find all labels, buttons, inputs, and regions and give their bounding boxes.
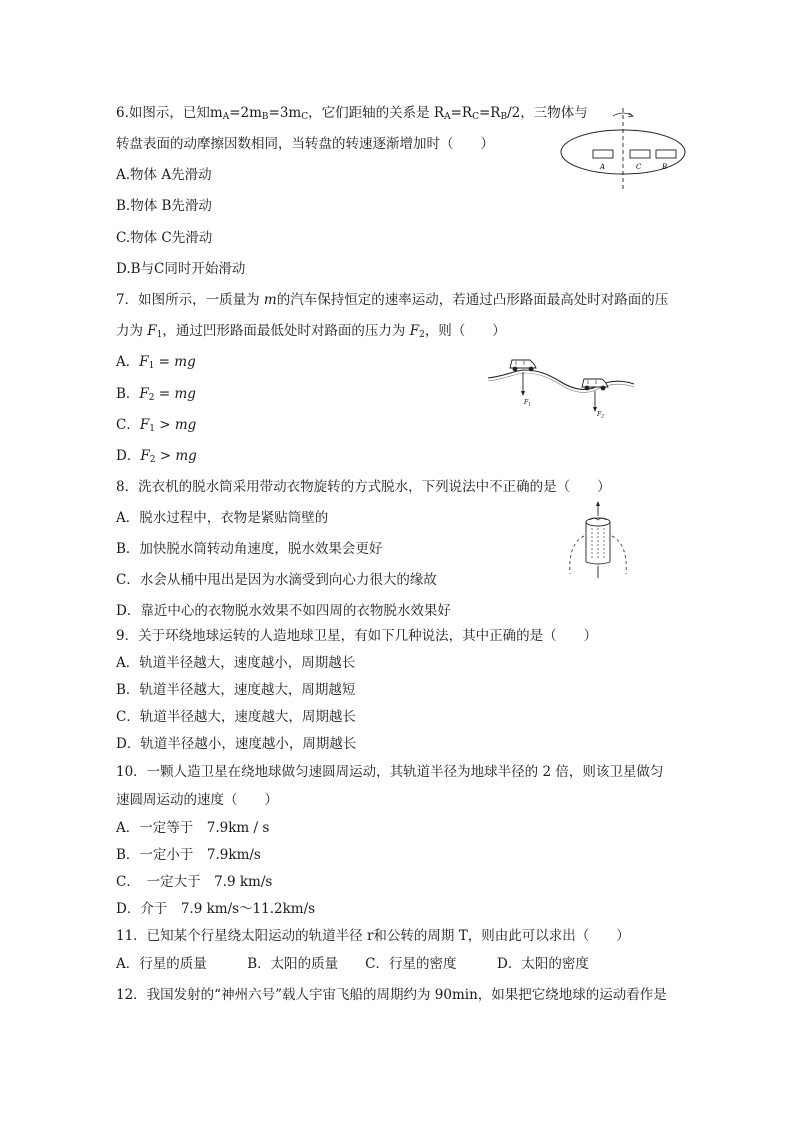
turntable-figure	[555, 104, 695, 194]
car-2-icon	[582, 379, 608, 390]
q8-option-c: C．水会从桶中甩出是因为水滴受到向心力很大的缘故	[116, 572, 437, 588]
turntable-label-b: B	[662, 163, 668, 171]
q10-option-c: C． 一定大于 7.9 km/s	[116, 874, 273, 890]
q9-option-a: A．轨道半径越大，速度越小，周期越长	[116, 655, 356, 671]
turntable-label-c: C	[636, 163, 642, 171]
turntable-label-a: A	[600, 163, 606, 171]
q6-option-d: D.B与C同时开始滑动	[116, 261, 246, 277]
q6-stem-line2: 转盘表面的动摩擦因数相同，当转盘的转速逐渐增加时（ ）	[116, 136, 494, 152]
q7-stem-line1: 7．如图所示，一质量为 m的汽车保持恒定的速率运动，若通过凸形路面最高处时对路面的压	[116, 292, 669, 308]
q7-option-c: C．$F_1$ > mg	[116, 417, 197, 434]
q8-option-d: D．靠近中心的衣物脱水效果不如四周的衣物脱水效果好	[116, 603, 451, 619]
q6-option-c: C.物体 C先滑动	[116, 230, 213, 246]
q12-stem-line1: 12．我国发射的“神州六号”载人宇宙飞船的周期约为 90min，如果把它绕地球的运动看作是	[116, 987, 667, 1003]
q10-stem-line1: 10．一颗人造卫星在绕地球做匀速圆周运动，其轨道半径为地球半径的 2 倍，则该卫星做匀	[116, 764, 664, 780]
q11-options: A．行星的质量 B．太阳的质量 C．行星的密度 D．太阳的密度	[116, 956, 589, 972]
road-cars-figure	[486, 352, 636, 422]
q6-stem-line1: 6.如图示，已知$m_A=2m_B=3m_C$，它们距轴的关系是 $R_A=R_C=R_B/2$，三物体与	[116, 105, 588, 122]
q9-stem: 9．关于环绕地球运转的人造地球卫星，有如下几种说法，其中正确的是（ ）	[116, 628, 598, 644]
q9-option-b: B．轨道半径越大，速度越大，周期越短	[116, 682, 356, 698]
label-f1: $F_1$	[524, 399, 532, 408]
q10-option-d: D．介于 7.9 km/s～11.2km/s	[116, 901, 316, 917]
q7-option-d: D．$F_2$ > mg	[116, 448, 197, 465]
q6-option-b: B.物体 B先滑动	[116, 198, 212, 214]
spin-dryer-figure	[560, 500, 640, 580]
q8-option-a: A．脱水过程中，衣物是紧贴筒壁的	[116, 510, 329, 526]
q9-option-c: C．轨道半径越大，速度越大，周期越长	[116, 709, 356, 725]
q9-option-d: D．轨道半径越小，速度越小，周期越长	[116, 736, 357, 752]
q10-stem-line2: 速圆周运动的速度（ ）	[116, 792, 278, 808]
q8-option-b: B．加快脱水筒转动角速度，脱水效果会更好	[116, 541, 383, 557]
q7-option-b: B．$F_2$ = mg	[116, 386, 196, 403]
q10-option-b: B．一定小于 7.9km/s	[116, 847, 261, 863]
q7-option-a: A．$F_1$ = mg	[116, 354, 196, 371]
label-f2: $F_2$	[597, 411, 605, 420]
q10-option-a: A．一定等于 7.9km / s	[116, 820, 270, 836]
q7-stem-line2: 力为 $F_1$，通过凹形路面最低处时对路面的压力为 $F_2$，则（ ）	[116, 323, 506, 340]
q6-option-a: A.物体 A先滑动	[116, 167, 212, 183]
q8-stem: 8．洗衣机的脱水筒采用带动衣物旋转的方式脱水，下列说法中不正确的是（ ）	[116, 479, 611, 495]
q11-stem: 11．已知某个行星绕太阳运动的轨道半径 r和公转的周期 T，则由此可以求出（ ）	[116, 928, 630, 944]
